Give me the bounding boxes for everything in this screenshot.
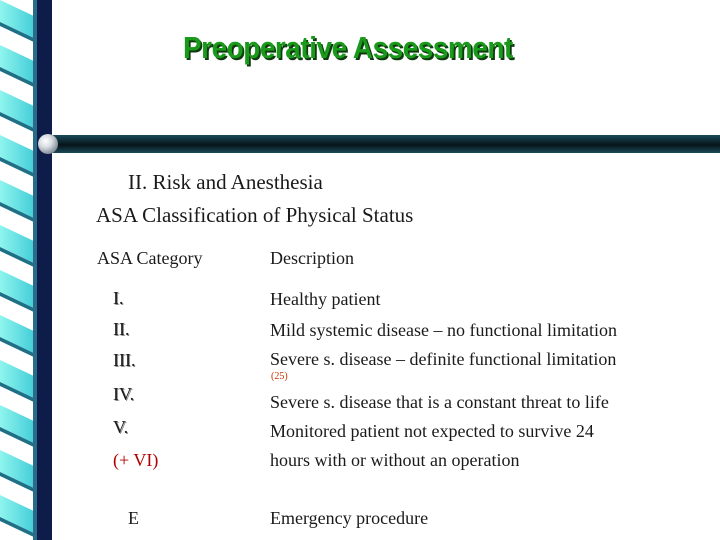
accent-ball-icon [38,134,58,154]
category-iv: IV. [113,384,135,404]
header-asa-category: ASA Category [97,248,203,268]
description-iv: Severe s. disease that is a constant threat to life [270,392,609,412]
accent-divider-bar [50,135,720,153]
decorative-chevron-stripe [0,0,60,540]
category-ii: II. [113,319,130,339]
category-v: V. [113,417,129,437]
description-i: Healthy patient [270,289,381,309]
description-e: Emergency procedure [270,508,429,528]
section-heading: II. Risk and Anesthesia [128,170,323,194]
description-v-line1: Monitored patient not expected to survive 24 [270,421,594,441]
description-ii: Mild systemic disease – no functional limitation [270,320,617,340]
category-e: E [128,508,139,528]
slide-subtitle: ASA Classification of Physical Status [96,203,414,227]
category-i: I. [113,288,124,308]
description-iii: Severe s. disease – definite functional limitation [270,349,617,369]
header-description: Description [270,248,354,268]
category-iii: III. [113,350,136,370]
reference-note: (25) [271,371,288,382]
slide-title: Preoperative Assessment [183,30,513,65]
description-v-line2: hours with or without an operation [270,450,520,470]
category-vi: (+ VI) [113,450,159,470]
